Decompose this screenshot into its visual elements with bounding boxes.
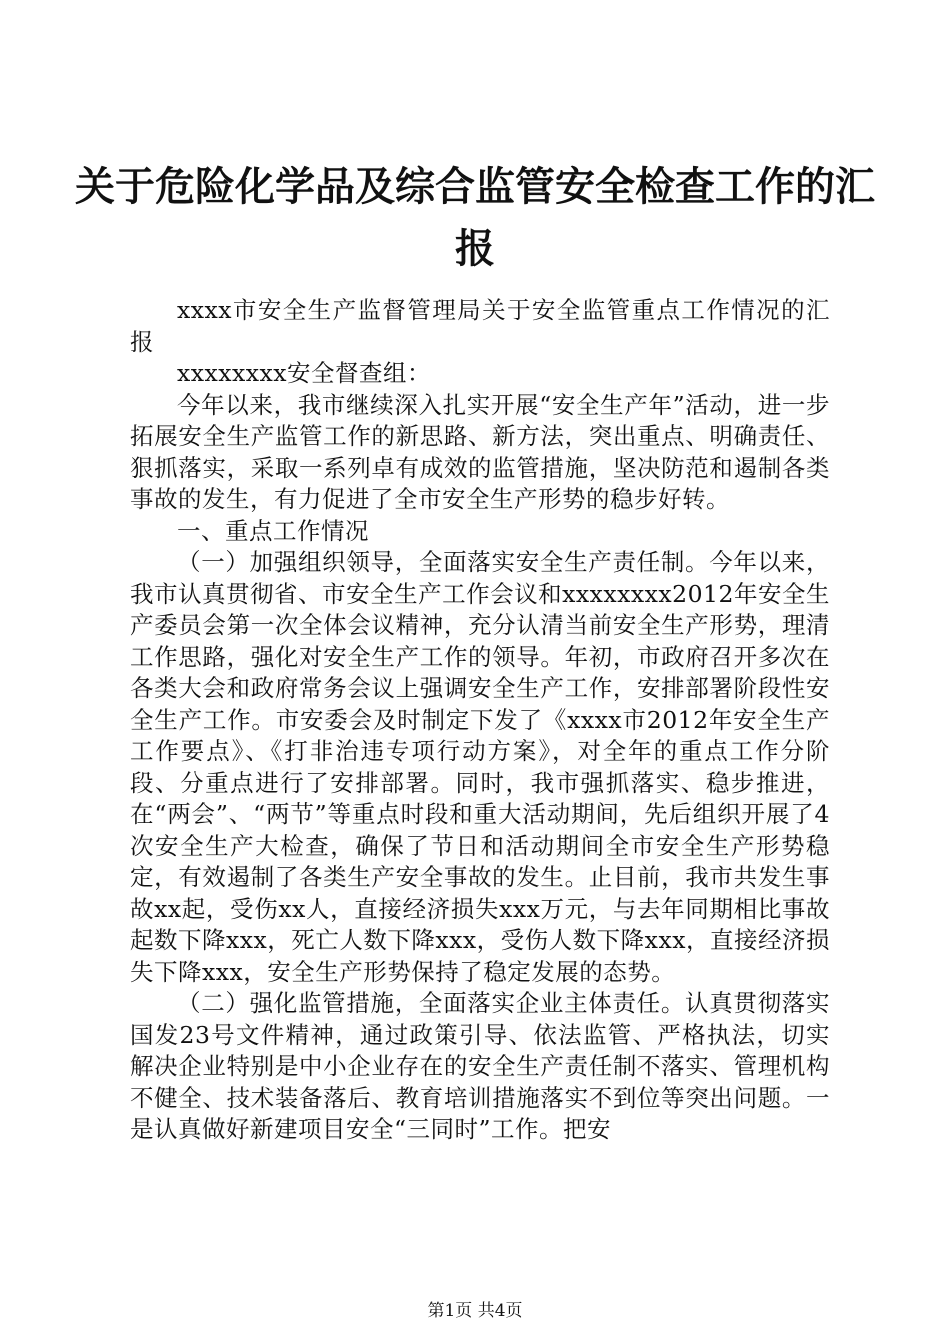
- intro-paragraph: 今年以来，我市继续深入扎实开展“安全生产年”活动，进一步拓展安全生产监管工作的新思路、新方法，突出重点、明确责任、狠抓落实，采取一系列卓有成效的监管措施，坚决防范和遏制各类事故的发生，有力促进了全市安全生产形势的稳步好转。: [130, 390, 830, 513]
- page-number-footer: 第1页 共4页: [427, 1301, 523, 1321]
- salutation-paragraph: xxxxxxxx安全督查组：: [177, 359, 432, 387]
- document-title: 关于危险化学品及综合监管安全检查工作的汇报: [75, 163, 875, 272]
- section-heading: 一、重点工作情况: [177, 516, 369, 545]
- body-paragraph: （一）加强组织领导，全面落实安全生产责任制。今年以来，我市认真贯彻省、市安全生产工作会议和xxxxxxxx2012年安全生产委员会第一次全体会议精神，充分认清当前安全生产形势，理清工作思路，强化对安全生产工作的领导。年初，市政府召开多次在各类大会和政府常务会议上强调安全生产工作，安排部署阶段性安全生产工作。市安委会及时制定下发了《xxxx市2012年安全生产工作要点》、《打非治违专项行动方案》，对全年的重点工作分阶段、分重点进行了安排部署。同时，我市强抓落实、稳步推进，在“两会”、“两节”等重点时段和重大活动期间，先后组织开展了4次安全生产大检查，确保了节日和活动期间全市安全生产形势稳定，有效遏制了各类生产安全事故的发生。止目前，我市共发生事故xx起，受伤xx人，直接经济损失xxx万元，与去年同期相比事故起数下降xxx，死亡人数下降xxx，受伤人数下降xxx，直接经济损失下降xxx，安全生产形势保持了稳定发展的态势。: [130, 548, 830, 986]
- document-body: [130, 295, 830, 1146]
- body-paragraph: （二）强化监管措施，全面落实企业主体责任。认真贯彻落实国发23号文件精神，通过政策引导、依法监管、严格执法，切实解决企业特别是中小企业存在的安全生产责任制不落实、管理机构不健全、技术装备落后、教育培训措施落实不到位等突出问题。一是认真做好新建项目安全“三同时”工作。把安: [130, 989, 830, 1143]
- subtitle-paragraph: xxxx市安全生产监督管理局关于安全监管重点工作情况的汇报: [130, 296, 830, 356]
